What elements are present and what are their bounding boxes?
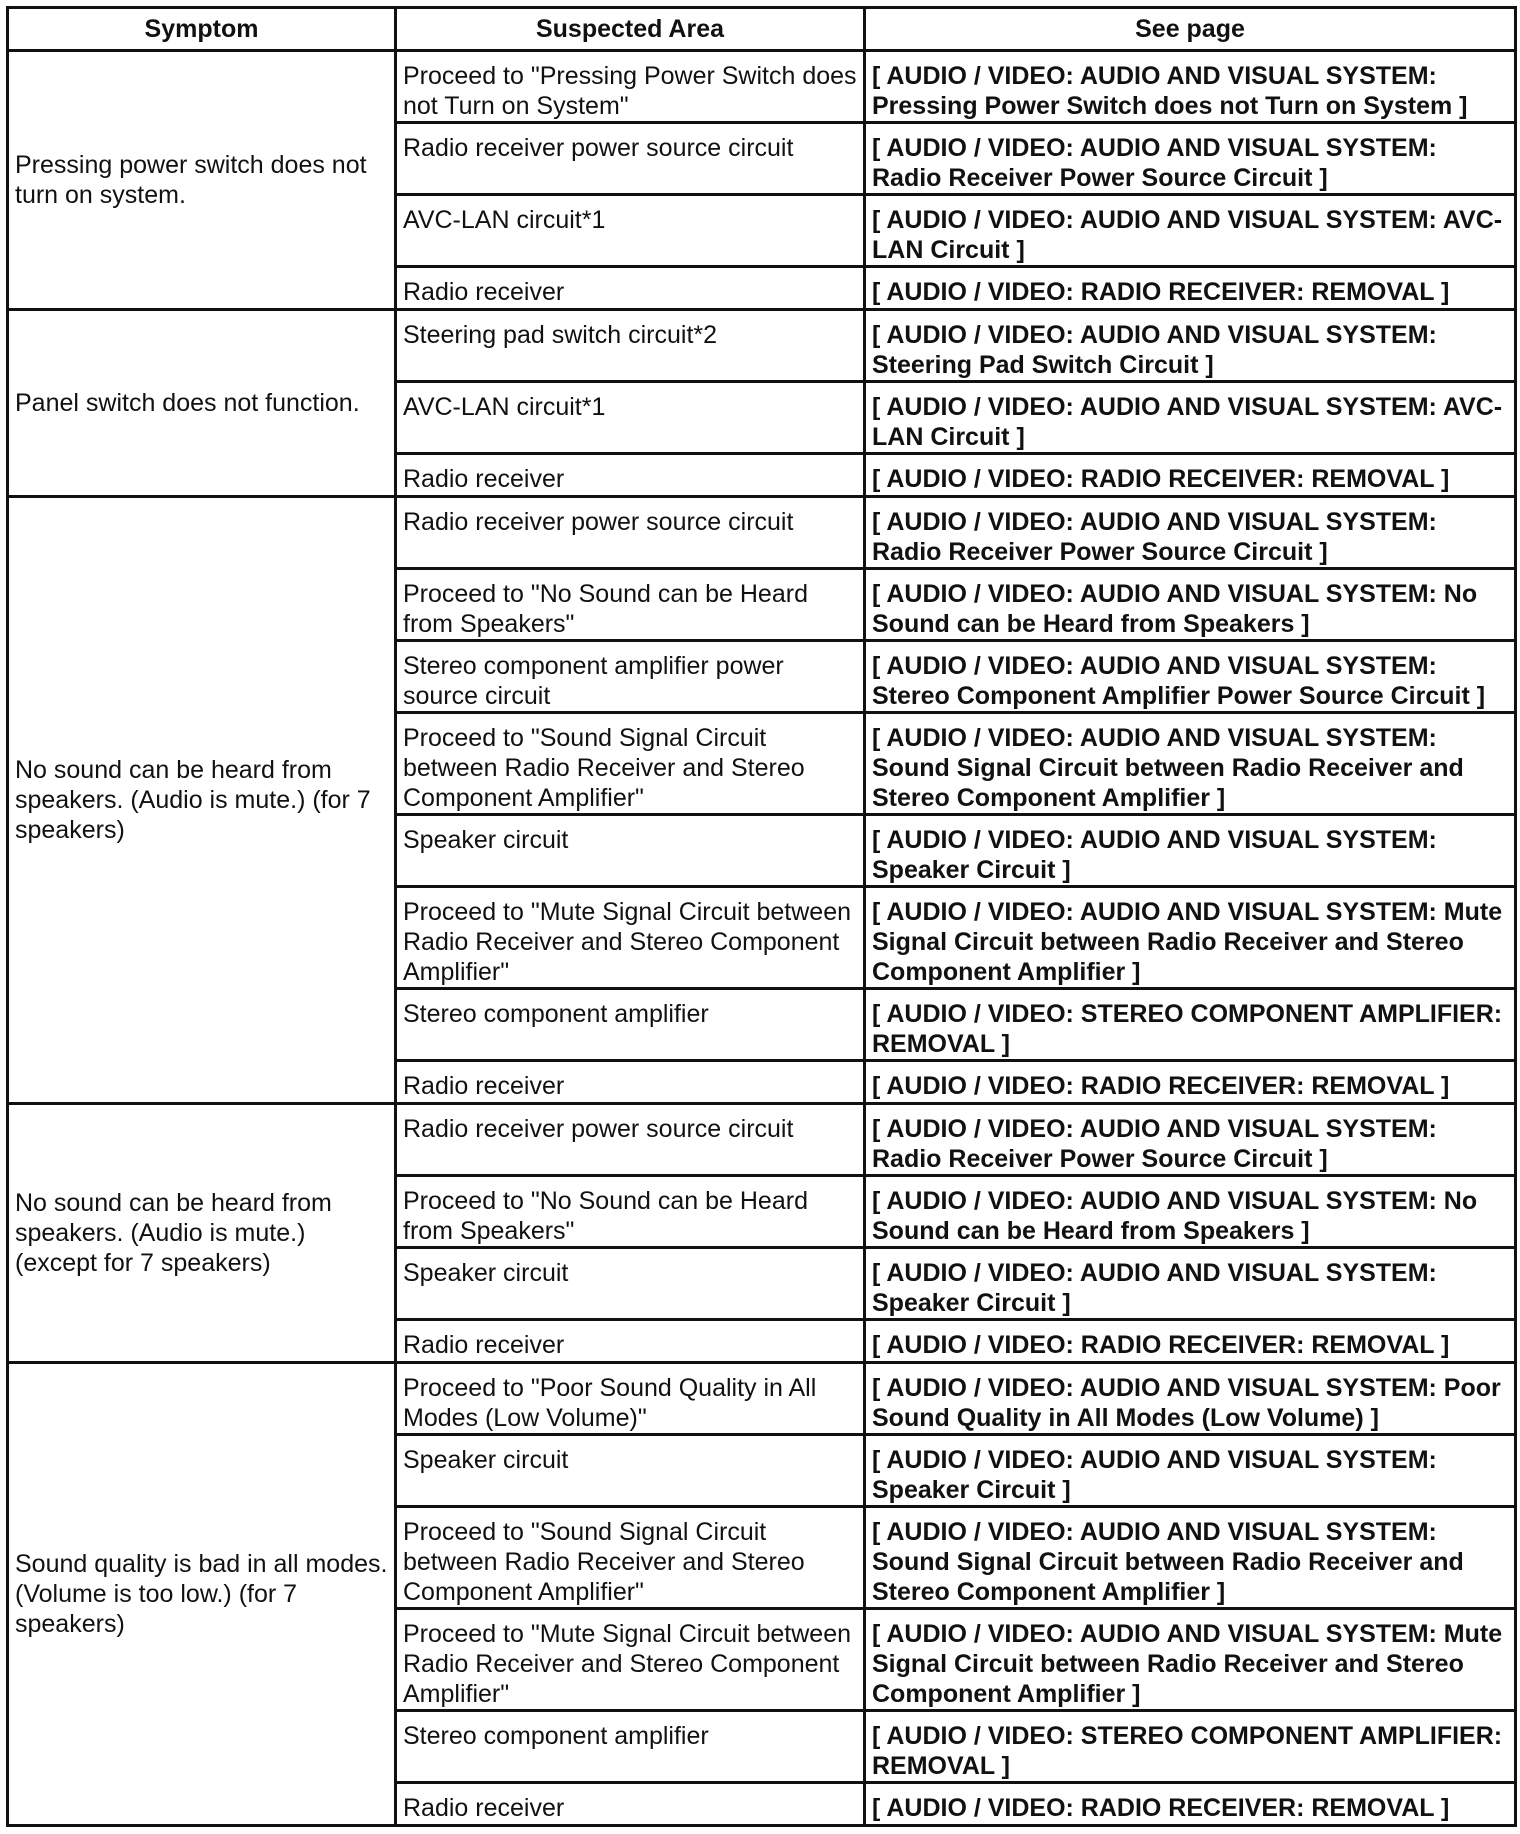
see-page-cell	[865, 641, 1516, 713]
see-page-reference: [ AUDIO / VIDEO: RADIO RECEIVER: REMOVAL ]	[872, 1331, 1450, 1359]
see-page-cell	[865, 1711, 1516, 1783]
see-page-cell	[865, 815, 1516, 887]
suspected-area-text: Radio receiver power source circuit	[403, 508, 794, 536]
see-page-reference: [ AUDIO / VIDEO: RADIO RECEIVER: REMOVAL ]	[872, 465, 1450, 493]
see-page-cell	[865, 267, 1516, 310]
see-page-cell	[865, 51, 1516, 123]
see-page-cell	[865, 1783, 1516, 1826]
suspected-area-cell	[396, 195, 865, 267]
suspected-area-cell	[396, 51, 865, 123]
see-page-reference: [ AUDIO / VIDEO: STEREO COMPONENT AMPLIFIER: REMOVAL ]	[872, 1722, 1503, 1780]
see-page-reference: [ AUDIO / VIDEO: RADIO RECEIVER: REMOVAL ]	[872, 1794, 1450, 1822]
see-page-cell	[865, 454, 1516, 497]
table-row	[8, 51, 1516, 123]
see-page-reference: [ AUDIO / VIDEO: AUDIO AND VISUAL SYSTEM: No Sound can be Heard from Speakers ]	[872, 1187, 1478, 1245]
symptom-cell: Sound quality is bad in all modes. (Volume is too low.) (for 7 speakers)	[8, 1363, 396, 1826]
see-page-reference: [ AUDIO / VIDEO: AUDIO AND VISUAL SYSTEM: Radio Receiver Power Source Circuit ]	[872, 134, 1437, 192]
header-see-page: See page	[865, 8, 1516, 51]
see-page-cell	[865, 887, 1516, 989]
see-page-cell	[865, 1061, 1516, 1104]
see-page-cell	[865, 713, 1516, 815]
suspected-area-cell	[396, 382, 865, 454]
suspected-area-cell	[396, 267, 865, 310]
see-page-reference: [ AUDIO / VIDEO: AUDIO AND VISUAL SYSTEM: AVC-LAN Circuit ]	[872, 393, 1503, 451]
see-page-reference: [ AUDIO / VIDEO: RADIO RECEIVER: REMOVAL ]	[872, 278, 1450, 306]
suspected-area-text: Radio receiver	[403, 1072, 565, 1100]
suspected-area-cell	[396, 1507, 865, 1609]
see-page-cell	[865, 1609, 1516, 1711]
suspected-area-text: Speaker circuit	[403, 1259, 569, 1287]
header-suspected-area: Suspected Area	[396, 8, 865, 51]
suspected-area-text: Radio receiver	[403, 278, 565, 306]
suspected-area-cell	[396, 887, 865, 989]
suspected-area-text: AVC-LAN circuit*1	[403, 206, 606, 234]
see-page-reference: [ AUDIO / VIDEO: AUDIO AND VISUAL SYSTEM: Speaker Circuit ]	[872, 826, 1437, 884]
table-row	[8, 310, 1516, 382]
header-row	[8, 8, 1516, 51]
suspected-area-text: Stereo component amplifier	[403, 1000, 709, 1028]
table-row	[8, 497, 1516, 569]
suspected-area-cell	[396, 497, 865, 569]
see-page-reference: [ AUDIO / VIDEO: AUDIO AND VISUAL SYSTEM: Steering Pad Switch Circuit ]	[872, 321, 1437, 379]
see-page-cell	[865, 1320, 1516, 1363]
see-page-cell	[865, 1248, 1516, 1320]
suspected-area-cell	[396, 1783, 865, 1826]
suspected-area-cell	[396, 569, 865, 641]
suspected-area-text: Radio receiver	[403, 1331, 565, 1359]
suspected-area-text: Radio receiver	[403, 465, 565, 493]
see-page-cell	[865, 123, 1516, 195]
suspected-area-text: Proceed to "Sound Signal Circuit between Radio Receiver and Stereo Component Amplifier"	[403, 724, 805, 812]
suspected-area-cell	[396, 1363, 865, 1435]
suspected-area-text: Stereo component amplifier power source circuit	[403, 652, 784, 710]
table-row	[8, 1363, 1516, 1435]
see-page-cell	[865, 989, 1516, 1061]
suspected-area-cell	[396, 815, 865, 887]
see-page-reference: [ AUDIO / VIDEO: AUDIO AND VISUAL SYSTEM: Pressing Power Switch does not Turn on System ]	[872, 62, 1468, 120]
suspected-area-text: Steering pad switch circuit*2	[403, 321, 718, 349]
suspected-area-cell	[396, 1711, 865, 1783]
see-page-reference: [ AUDIO / VIDEO: AUDIO AND VISUAL SYSTEM: Radio Receiver Power Source Circuit ]	[872, 508, 1437, 566]
suspected-area-text: Speaker circuit	[403, 1446, 569, 1474]
header-symptom: Symptom	[8, 8, 396, 51]
symptom-cell: No sound can be heard from speakers. (Audio is mute.) (for 7 speakers)	[8, 497, 396, 1104]
suspected-area-cell	[396, 989, 865, 1061]
suspected-area-text: Proceed to "No Sound can be Heard from Speakers"	[403, 580, 808, 638]
suspected-area-text: Radio receiver	[403, 1794, 565, 1822]
see-page-reference: [ AUDIO / VIDEO: AUDIO AND VISUAL SYSTEM: Poor Sound Quality in All Modes (Low Volume) ]	[872, 1374, 1501, 1432]
table-body	[8, 51, 1516, 1826]
suspected-area-cell	[396, 1248, 865, 1320]
suspected-area-cell	[396, 641, 865, 713]
see-page-reference: [ AUDIO / VIDEO: AUDIO AND VISUAL SYSTEM: Sound Signal Circuit between Radio Receiver and Stereo Component Amplifier ]	[872, 1518, 1464, 1606]
suspected-area-cell	[396, 1435, 865, 1507]
see-page-reference: [ AUDIO / VIDEO: AUDIO AND VISUAL SYSTEM: No Sound can be Heard from Speakers ]	[872, 580, 1478, 638]
suspected-area-cell	[396, 1609, 865, 1711]
see-page-cell	[865, 1363, 1516, 1435]
suspected-area-cell	[396, 454, 865, 497]
see-page-cell	[865, 310, 1516, 382]
suspected-area-text: Radio receiver power source circuit	[403, 134, 794, 162]
suspected-area-text: Speaker circuit	[403, 826, 569, 854]
see-page-reference: [ AUDIO / VIDEO: AUDIO AND VISUAL SYSTEM: Radio Receiver Power Source Circuit ]	[872, 1115, 1437, 1173]
see-page-cell	[865, 382, 1516, 454]
see-page-cell	[865, 569, 1516, 641]
suspected-area-text: Proceed to "Sound Signal Circuit between Radio Receiver and Stereo Component Amplifier"	[403, 1518, 805, 1606]
see-page-cell	[865, 497, 1516, 569]
suspected-area-text: Stereo component amplifier	[403, 1722, 709, 1750]
see-page-reference: [ AUDIO / VIDEO: AUDIO AND VISUAL SYSTEM: Mute Signal Circuit between Radio Receiver and Stereo Component Amplifier ]	[872, 1620, 1503, 1708]
see-page-reference: [ AUDIO / VIDEO: AUDIO AND VISUAL SYSTEM: Speaker Circuit ]	[872, 1446, 1437, 1504]
suspected-area-text: AVC-LAN circuit*1	[403, 393, 606, 421]
troubleshooting-sheet	[6, 6, 1517, 1827]
see-page-reference: [ AUDIO / VIDEO: AUDIO AND VISUAL SYSTEM: Mute Signal Circuit between Radio Receiver and Stereo Component Amplifier ]	[872, 898, 1503, 986]
see-page-cell	[865, 1507, 1516, 1609]
suspected-area-cell	[396, 1061, 865, 1104]
symptom-table	[6, 6, 1517, 1827]
see-page-reference: [ AUDIO / VIDEO: AUDIO AND VISUAL SYSTEM: Sound Signal Circuit between Radio Receiver and Stereo Component Amplifier ]	[872, 724, 1464, 812]
see-page-reference: [ AUDIO / VIDEO: RADIO RECEIVER: REMOVAL ]	[872, 1072, 1450, 1100]
see-page-reference: [ AUDIO / VIDEO: STEREO COMPONENT AMPLIFIER: REMOVAL ]	[872, 1000, 1503, 1058]
suspected-area-cell	[396, 310, 865, 382]
see-page-cell	[865, 1104, 1516, 1176]
suspected-area-cell	[396, 1104, 865, 1176]
symptom-cell: Panel switch does not function.	[8, 310, 396, 497]
suspected-area-text: Proceed to "No Sound can be Heard from Speakers"	[403, 1187, 808, 1245]
see-page-reference: [ AUDIO / VIDEO: AUDIO AND VISUAL SYSTEM: Speaker Circuit ]	[872, 1259, 1437, 1317]
suspected-area-cell	[396, 123, 865, 195]
see-page-reference: [ AUDIO / VIDEO: AUDIO AND VISUAL SYSTEM: Stereo Component Amplifier Power Source Circuit ]	[872, 652, 1486, 710]
suspected-area-text: Proceed to "Pressing Power Switch does not Turn on System"	[403, 62, 857, 120]
see-page-cell	[865, 1435, 1516, 1507]
suspected-area-cell	[396, 1320, 865, 1363]
table-row	[8, 1104, 1516, 1176]
symptom-cell: No sound can be heard from speakers. (Audio is mute.) (except for 7 speakers)	[8, 1104, 396, 1363]
suspected-area-text: Proceed to "Mute Signal Circuit between Radio Receiver and Stereo Component Amplifier"	[403, 1620, 851, 1708]
suspected-area-text: Radio receiver power source circuit	[403, 1115, 794, 1143]
see-page-reference: [ AUDIO / VIDEO: AUDIO AND VISUAL SYSTEM: AVC-LAN Circuit ]	[872, 206, 1503, 264]
symptom-cell: Pressing power switch does not turn on system.	[8, 51, 396, 310]
suspected-area-cell	[396, 1176, 865, 1248]
suspected-area-cell	[396, 713, 865, 815]
see-page-cell	[865, 195, 1516, 267]
suspected-area-text: Proceed to "Mute Signal Circuit between Radio Receiver and Stereo Component Amplifier"	[403, 898, 851, 986]
see-page-cell	[865, 1176, 1516, 1248]
table-header	[8, 8, 1516, 51]
suspected-area-text: Proceed to "Poor Sound Quality in All Modes (Low Volume)"	[403, 1374, 817, 1432]
